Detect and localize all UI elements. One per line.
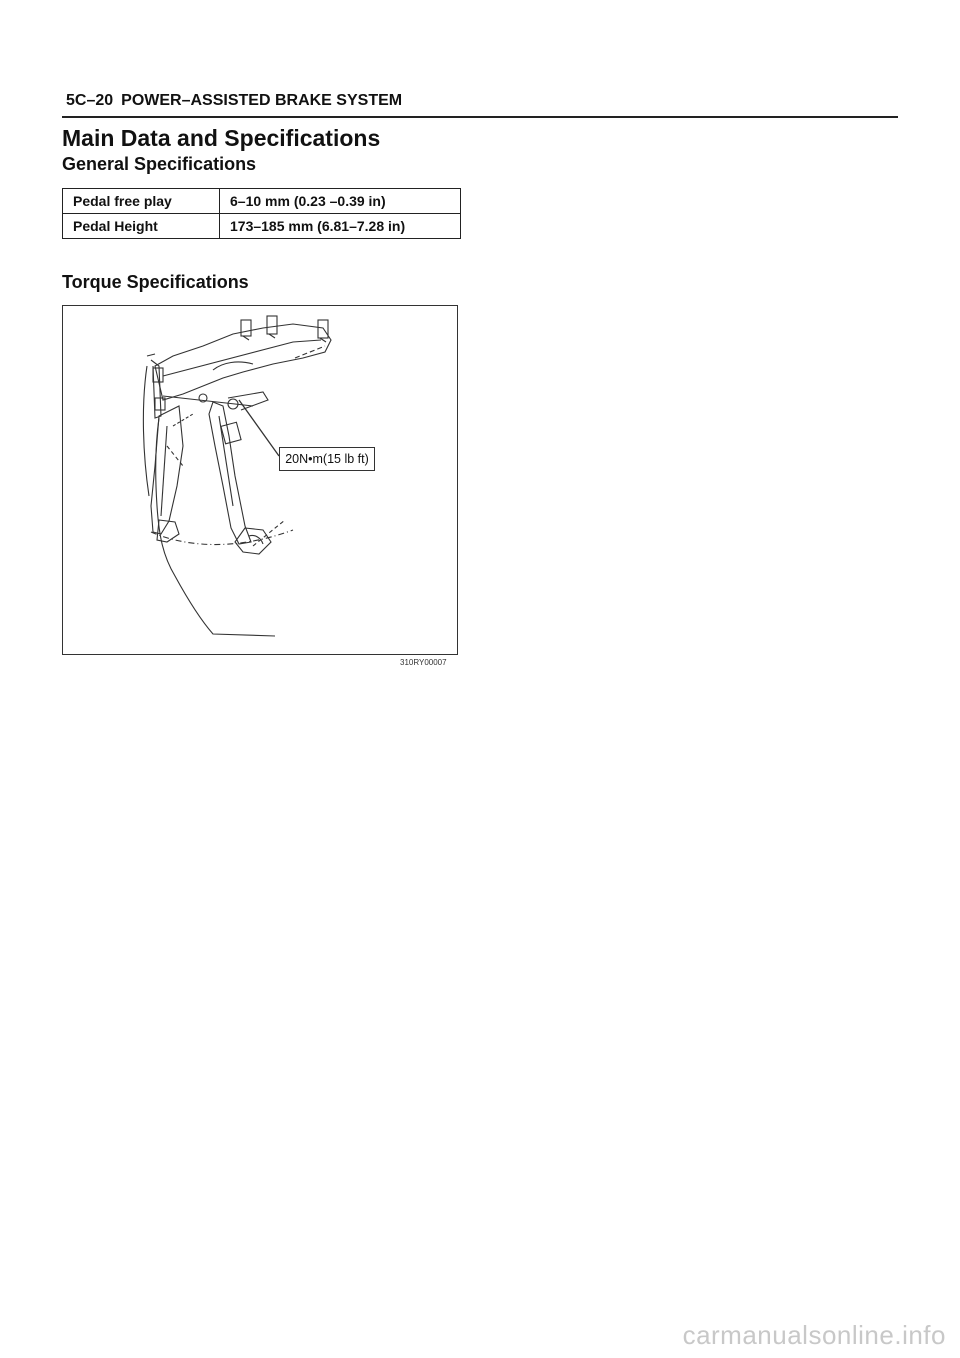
main-title: Main Data and Specifications xyxy=(62,125,381,151)
figure-id: 310RY00007 xyxy=(400,658,447,667)
torque-callout: 20N•m(15 lb ft) xyxy=(279,447,375,471)
pedal-assembly-drawing xyxy=(63,306,457,654)
pedal-free-play-value: 6–10 mm (0.23 –0.39 in) xyxy=(220,189,461,214)
section-number: 5C–20 xyxy=(66,92,114,109)
general-specifications-table xyxy=(62,188,461,239)
page-header xyxy=(62,90,898,118)
torque-specifications-heading: Torque Specifications xyxy=(62,272,249,292)
pedal-free-play-label: Pedal free play xyxy=(63,189,220,214)
pedal-height-value: 173–185 mm (6.81–7.28 in) xyxy=(220,214,461,239)
table-row xyxy=(63,189,461,214)
general-specifications-heading: General Specifications xyxy=(62,154,257,174)
table-row xyxy=(63,214,461,239)
section-title: POWER–ASSISTED BRAKE SYSTEM xyxy=(121,92,403,109)
pedal-height-label: Pedal Height xyxy=(63,214,220,239)
pedal-assembly-figure xyxy=(62,305,458,655)
watermark: carmanualsonline.info xyxy=(682,1320,946,1350)
